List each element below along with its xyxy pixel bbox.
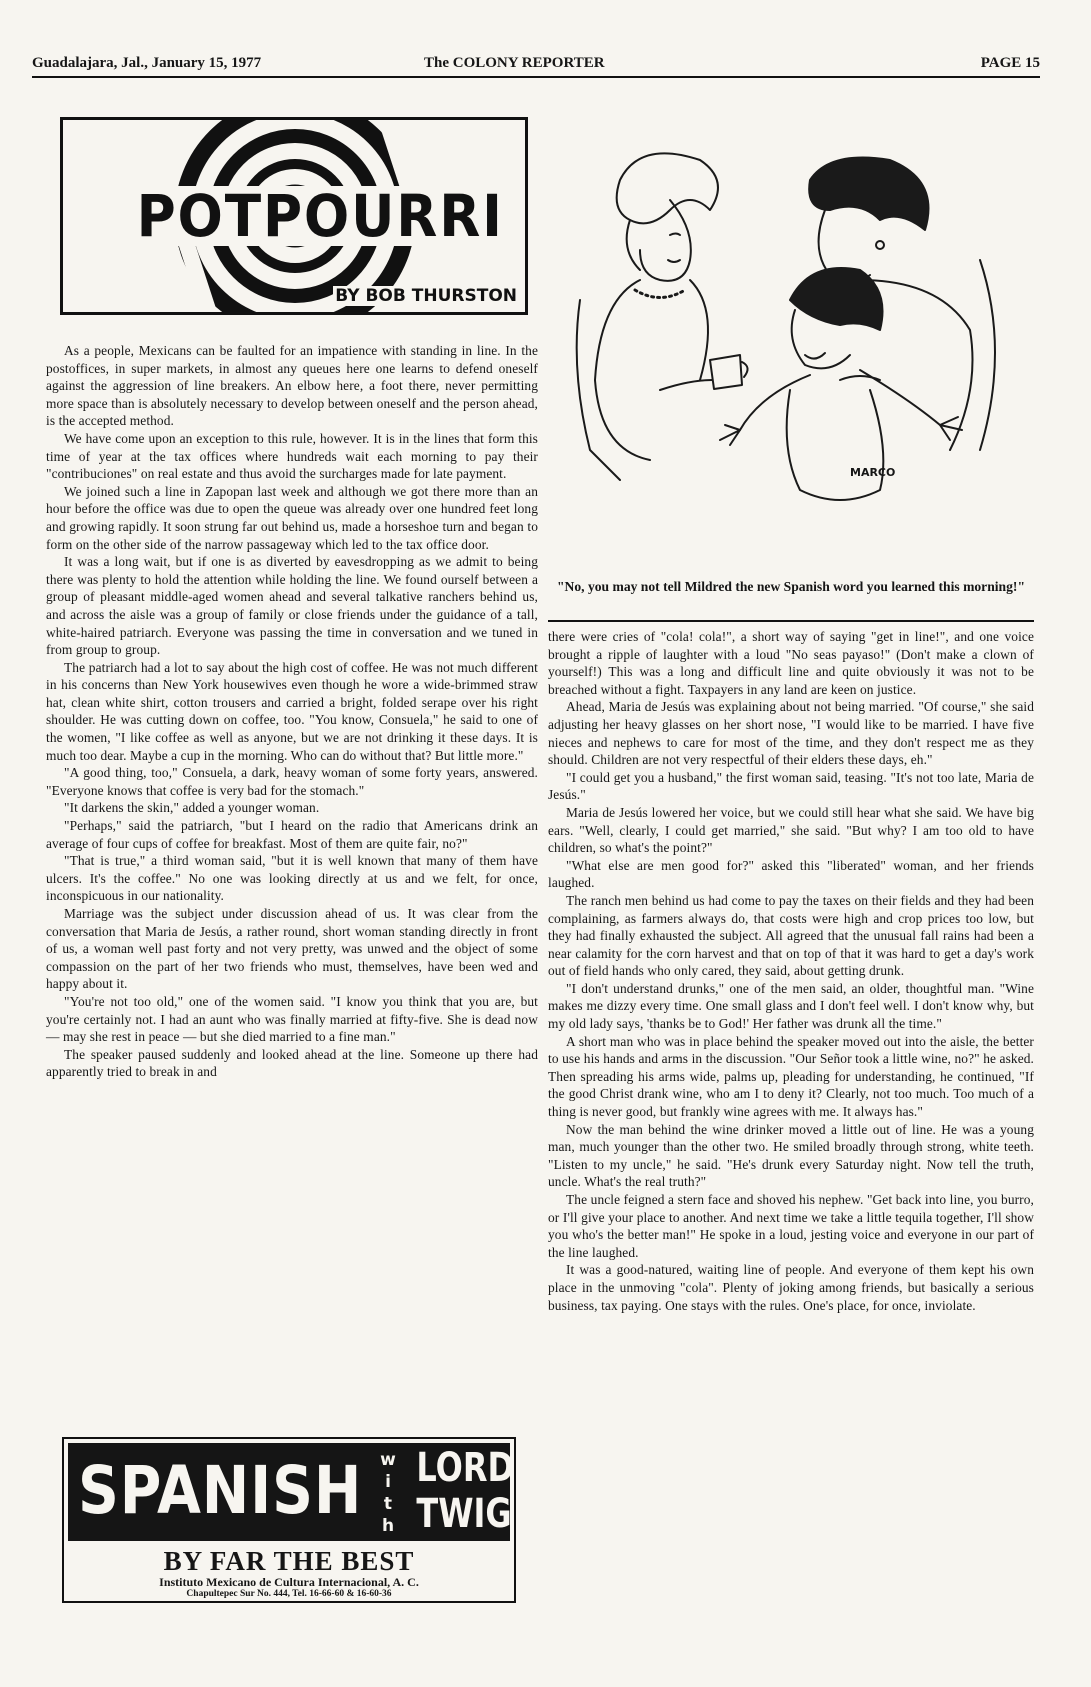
ad-address: Chapultepec Sur No. 444, Tel. 16-66-60 & 16-60-36 — [186, 1589, 392, 1599]
article-paragraph: "I could get you a husband," the first woman said, teasing. "It's not too late, Maria de Jesús." — [548, 769, 1034, 803]
article-paragraph: It was a good-natured, waiting line of people. And everyone of them kept his own place in the unmoving "cola". Plenty of joking among friends, but basically a serious business, tax paying. One stays with the rules. One's place, for once, inviolate. — [548, 1262, 1034, 1313]
article-paragraph: A short man who was in place behind the speaker moved out into the aisle, the better to use his hands and arms in the discussion. "Our Señor took a little wine, no?" he asked. Then spreading his arms wide, palms up, pleading for understanding, he continued, "If the good Christ drank wine, who am I to deny it? Clearly, not too much. Too much of a thing is never good, but frankly wine agrees with me. It always has." — [548, 1033, 1034, 1120]
article-paragraph: It was a long wait, but if one is as diverted by eavesdropping as we admit to being there was plenty to hold the attention while holding the line. We found ourself between a group of pleasant middle-aged women ahead and several talkative ranchers behind us, and across the aisle was a group of family or close friends under the guidance of a tall, white-haired patriarch. Everyone was passing the time in conversation and we tuned in from group to group. — [46, 554, 538, 658]
advertisement — [62, 1437, 516, 1603]
masthead — [32, 52, 1040, 78]
article-paragraph: "I don't understand drunks," one of the men said, an older, thoughtful man. "Wine makes me dizzy every time. One small glass and I don't feel well. I don't know why, but my old lady says, 'thanks be to God!' Her father was drunk all the time." — [548, 980, 1034, 1032]
ad-slogan: BY FAR THE BEST — [163, 1546, 415, 1576]
ad-lord: LORD — [416, 1445, 515, 1491]
article-right-column — [548, 628, 1034, 1314]
article-paragraph: We have come upon an exception to this rule, however. It is in the lines that form this time of year at the tax offices where hundreds wait each morning to pay their "contribuciones" on real estate and thus avoid the surcharges made for late payment. — [46, 430, 538, 482]
ad-with-letter: h — [381, 1516, 395, 1536]
article-paragraph: Maria de Jesús lowered her voice, but we could still hear what she said. We have big ears. "Well, clearly, I could get married," she said. "But why? I am too old to have children, so what's the point?" — [548, 804, 1034, 856]
caption-divider — [548, 620, 1034, 622]
ad-with-letter: i — [385, 1472, 391, 1492]
article-paragraph: "That is true," a third woman said, "but it is well known that many of them have ulcers. It's the coffee." No one was looking directly at us and we felt, for once, inconspicuous in our nationality. — [46, 853, 538, 904]
article-paragraph: Ahead, Maria de Jesús was explaining about not being married. "Of course," she said adjusting her heavy glasses on her short nose, "I would like to be married. I have five nieces and nephews to care for most of the time, and they don't respect me as they should. Children are not very respectful of their elders these days, eh." — [548, 699, 1034, 768]
article-paragraph: "You're not too old," one of the women said. "I know you think that you are, but you're certainly not. I had an aunt who was finally married at fifty-five. She is dead now — may she rest in peace — but she died married to a fine man." — [46, 993, 538, 1045]
column-header — [60, 117, 528, 315]
article-paragraph: The uncle feigned a stern face and shoved his nephew. "Get back into line, you burro, or I'll give your place to another. And next time we take a little tequila together, I'll show you who's the better man!" He spoke in a loud, jesting voice and everyone in our part of the line laughed. — [548, 1192, 1034, 1260]
article-paragraph: The speaker paused suddenly and looked ahead at the line. Someone up there had apparently tried to break in and — [46, 1046, 538, 1080]
article-paragraph: "What else are men good for?" asked this "liberated" woman, and her friends laughed. — [548, 857, 1034, 891]
dateline: Guadalajara, Jal., January 15, 1977 — [32, 55, 262, 71]
article-paragraph: Now the man behind the wine drinker moved a little out of line. He was a young man, much younger than the other two. He smiled broadly through strong, white teeth. "Listen to my uncle," he said. "He's drunk every Saturday night. Now tell the truth, uncle. What's the real truth?" — [548, 1121, 1034, 1190]
column-byline: BY BOB THURSTON — [335, 286, 517, 306]
article-paragraph: "Perhaps," said the patriarch, "but I heard on the radio that Americans drink an average of four cups of coffee for breakfast. Most of them are quite fair, no?" — [46, 818, 538, 851]
article-paragraph: The ranch men behind us had come to pay the taxes on their fields and they had been complaining, as farmers always do, that costs were high and crop prices too low, but they had finally exhausted the subject. All agreed that the unusual fall rains had been a near calamity for the corn harvest and that on top of that it was hard to get a day's work out of field hands who only cared, they said, about getting drunk. — [548, 892, 1034, 979]
ad-with-letters — [378, 1449, 398, 1537]
newspaper-name: The COLONY REPORTER — [424, 55, 605, 71]
article-paragraph: We joined such a line in Zapopan last week and although we got there more than an hour before the office was due to open the queue was already over one hundred feet long and growing rapidly. It soon strung far out behind us, made a horseshoe turn and began to form on the other side of the narrow passageway which led to the tax office door. — [46, 483, 538, 552]
ad-institution: Instituto Mexicano de Cultura Internacional, A. C. — [159, 1575, 419, 1589]
article-paragraph: The patriarch had a lot to say about the high cost of coffee. He was not much different in his concerns than New York housewives even though he wore a wide-brimmed straw hat, clean white shirt, cotton trousers and carried a bright, folded serape over his right shoulder. He was cutting down on coffee, too. "You know, Consuela," he said to one of the women, "I like coffee as well as anyone, but we are not drinking it these days. It is much too dear. Maybe a cup in the morning. Who can do without that? But little more." — [46, 659, 538, 763]
article-paragraph: there were cries of "cola! cola!", a short way of saying "get in line!", and one voice brought a ripple of laughter with a loud "No seas payaso!" (Don't make a clown of yourself!) This was a long and difficult line and quite obviously it was not to be breached without a fight. Taxpayers in any land are keen on justice. — [548, 629, 1034, 697]
article-paragraph: "It darkens the skin," added a younger woman. — [64, 800, 320, 816]
page-number: PAGE 15 — [980, 55, 1040, 71]
article-left-column — [46, 342, 538, 1081]
ad-with-letter: t — [383, 1494, 393, 1514]
cartoon-illustration — [560, 150, 1030, 570]
ad-twig: TWIG — [416, 1491, 512, 1537]
column-title: POTPOURRI — [136, 182, 504, 250]
ad-with-letter: w — [380, 1450, 396, 1470]
article-paragraph: Marriage was the subject under discussion ahead of us. It was clear from the conversation that Maria de Jesús, a rather round, short woman standing directly in front of us, a woman well past forty and not very pretty, was unwed and the object of some compassion on the part of her two friends who must, themselves, have been wed and happy about it. — [46, 906, 538, 992]
ad-headline: SPANISH — [78, 1452, 363, 1529]
cartoon-caption: "No, you may not tell Mildred the new Spanish word you learned this morning!" — [556, 579, 1025, 594]
cartoon-signature: MARCO — [850, 466, 896, 479]
article-paragraph: "A good thing, too," Consuela, a dark, heavy woman of some forty years, answered. "Everyone knows that coffee is very bad for the stomach." — [46, 765, 538, 798]
article-paragraph: As a people, Mexicans can be faulted for an impatience with standing in line. In the postoffices, in super markets, in almost any queues here one learns to defend oneself against the aggression of line breakers. An elbow here, a foot there, never permitting more space than is absolutely necessary to develop between oneself and the person ahead, is the accepted method. — [46, 343, 538, 429]
ad-banner — [68, 1443, 515, 1541]
